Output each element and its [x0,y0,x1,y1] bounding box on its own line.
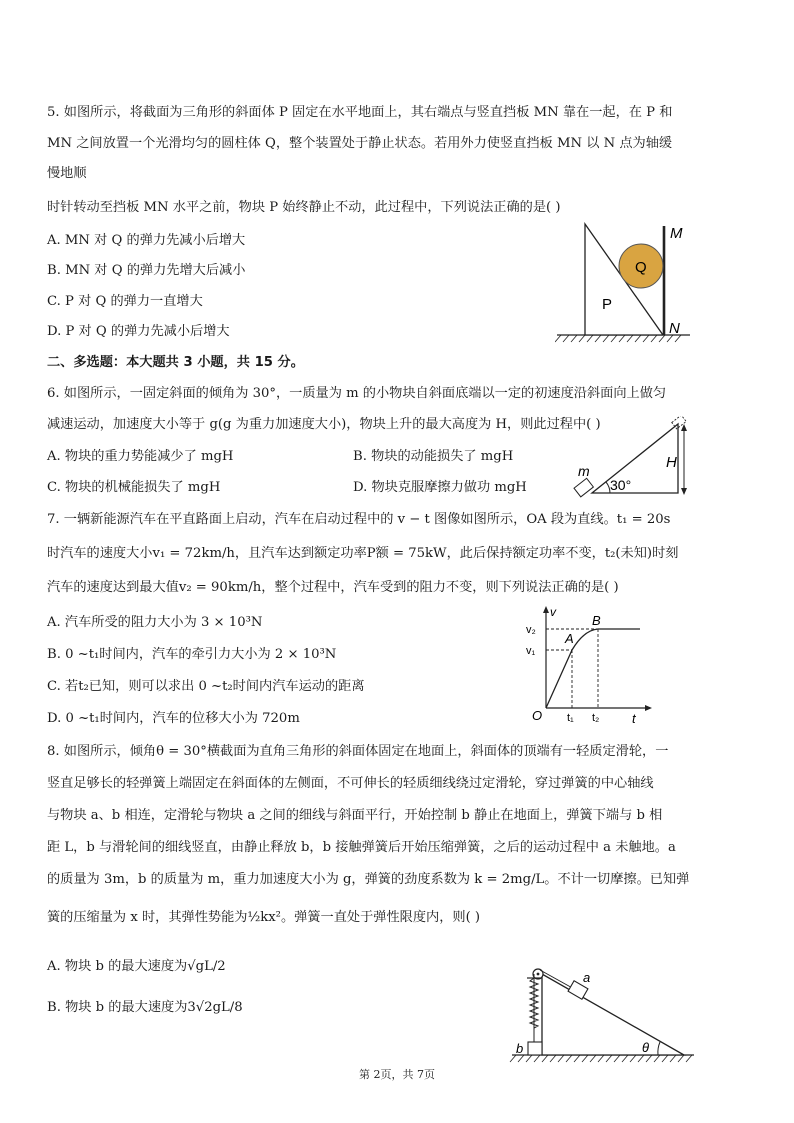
q8-label-theta: θ [642,1040,650,1055]
q5-stem-line1: 5. 如图所示，将截面为三角形的斜面体 P 固定在水平地面上，其右端点与竖直挡板 MN 靠在一起，在 P 和 [47,105,673,120]
q7-label-v1: v₁ [526,645,536,657]
q5-stem-line2: MN 之间放置一个光滑均匀的圆柱体 Q，整个装置处于静止状态。若用外力使竖直挡板 MN 以 N 点为轴缓 [47,136,673,151]
q8-stem-line4: 距 L，b 与滑轮间的细线竖直，由静止释放 b，b 接触弹簧后开始压缩弹簧，之后的运动过程中 a 未触地。a [47,840,676,855]
q7-option-b: B. 0 ~t₁时间内，汽车的牵引力大小为 2 × 10³N [47,647,337,662]
q8-stem-line1: 8. 如图所示，倾角θ = 30°横截面为直角三角形的斜面体固定在地面上，斜面体的顶端有一轻质定滑轮，一 [47,744,669,759]
q5-stem-line4: 时针转动至挡板 MN 水平之前，物块 P 始终静止不动，此过程中，下列说法正确的是( ) [47,200,561,215]
q7-v-axis-arrow [543,606,549,613]
q6-option-d: D. 物块克服摩擦力做功 mgH [353,480,527,495]
q5-option-c: C. P 对 Q 的弹力一直增大 [47,294,203,309]
q5-option-a: A. MN 对 Q 的弹力先减小后增大 [47,233,246,248]
q8-stem-line3: 与物块 a、b 相连，定滑轮与物块 a 之间的细线与斜面平行，开始控制 b 静止在地面上，弹簧下端与 b 相 [47,808,663,823]
q5-ground-hatch [555,335,681,342]
q6-label-angle: 30° [610,477,632,493]
q6-option-a: A. 物块的重力势能减少了 mgH [47,449,234,464]
q8-option-a: A. 物块 b 的最大速度为√gL/2 [47,959,226,974]
q8-stem-line2: 竖直足够长的轻弹簧上端固定在斜面体的左侧面，不可伸长的轻质细线绕过定滑轮，穿过弹簧的中心轴线 [47,776,654,791]
q7-label-v: v [550,605,556,619]
q7-option-c: C. 若t₂已知，则可以求出 0 ~t₂时间内汽车运动的距离 [47,679,365,694]
q5-label-q: Q [635,259,647,276]
q6-stem-line1: 6. 如图所示，一固定斜面的倾角为 30°，一质量为 m 的小物块自斜面底端以一定的初速度沿斜面向上做匀 [47,386,667,401]
q7-label-t2: t₂ [592,712,600,724]
q8-stem-line6: 簧的压缩量为 x 时，其弹性势能为½kx²。弹簧一直处于弹性限度内，则( ) [47,910,481,925]
q7-vt-curve [546,629,640,708]
q7-stem-line2: 时汽车的速度大小v₁ = 72km/h，且汽车达到额定功率P额 = 75kW，此后保持额定功率不变，t₂(未知)时刻 [47,546,679,561]
q8-ground-hatch [510,1055,692,1062]
q7-option-d: D. 0 ~t₁时间内，汽车的位移大小为 720m [47,711,300,726]
q7-label-a: A [565,631,574,646]
q6-option-c: C. 物块的机械能损失了 mgH [47,480,221,495]
q8-label-a: a [583,970,591,985]
q5-figure [555,222,705,344]
q5-label-n: N [669,320,680,337]
q5-stem-line3: 慢地顺 [47,166,87,181]
page-footer: 第 2页，共 7页 [359,1068,435,1081]
q7-label-o: O [532,708,543,723]
q6-block [574,478,593,497]
q7-stem-line1: 7. 一辆新能源汽车在平直路面上启动，汽车在启动过程中的 v − t 图像如图所示，OA 段为直线。t₁ = 20s [47,512,671,527]
q5-label-m: M [670,225,683,242]
q7-t-axis-arrow [645,705,652,711]
q7-vt-graph [520,604,660,726]
q5-option-d: D. P 对 Q 的弹力先减小后增大 [47,324,230,339]
q5-label-p: P [602,296,613,313]
section-heading-multiple-choice: 二、多选题：本大题共 3 小题，共 15 分。 [47,355,304,370]
q6-label-h: H [666,454,677,471]
q8-figure [508,964,698,1068]
q7-label-v2: v₂ [526,624,536,636]
q7-stem-line3: 汽车的速度达到最大值v₂ = 90km/h，整个过程中，汽车受到的阻力不变，则下列说法正确的是( ) [47,580,619,595]
q8-stem-line5: 的质量为 3m，b 的质量为 m，重力加速度大小为 g，弹簧的劲度系数为 k = 2mg/L。不计一切摩擦。已知弹 [47,872,690,887]
q8-label-b: b [516,1041,524,1056]
q6-stem-line2: 减速运动，加速度大小等于 g(g 为重力加速度大小)，物块上升的最大高度为 H，则此过程中( ) [47,417,601,432]
q6-figure [570,416,700,500]
q8-block-b [528,1042,542,1055]
q8-incline [542,974,684,1055]
q8-option-b: B. 物块 b 的最大速度为3√2gL/8 [47,1000,243,1015]
q7-label-b: B [592,613,601,628]
q6-label-m: m [578,463,590,479]
q7-label-t: t [632,711,636,726]
q7-option-a: A. 汽车所受的阻力大小为 3 × 10³N [47,615,263,630]
q6-option-b: B. 物块的动能损失了 mgH [353,449,514,464]
q7-label-t1: t₁ [567,712,574,724]
q5-option-b: B. MN 对 Q 的弹力先增大后减小 [47,263,246,278]
q6-arrowhead-bottom [681,488,687,495]
